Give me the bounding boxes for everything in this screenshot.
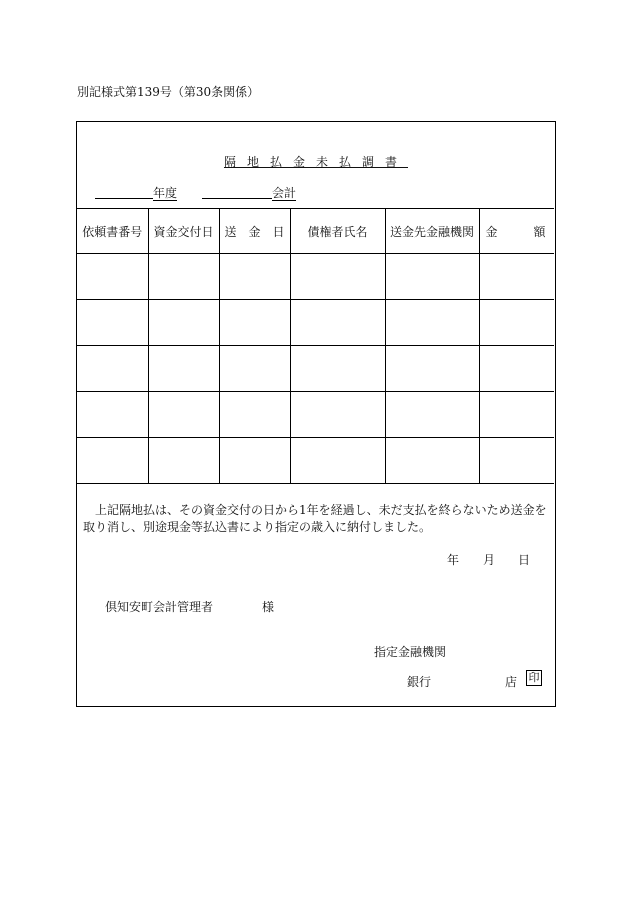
table-cell[interactable] [479,254,554,300]
table-cell[interactable] [148,346,219,392]
addressee [105,598,274,615]
account-label: 会計 [272,186,297,200]
table-row [77,392,554,438]
account-field[interactable] [202,184,296,201]
table-cell[interactable] [385,392,479,438]
table-cell[interactable] [479,300,554,346]
col-creditor-name: 債権者氏名 [290,209,385,254]
table-cell[interactable] [219,392,290,438]
account-blank[interactable] [202,186,272,199]
table-cell[interactable] [479,438,554,484]
branch-suffix: 店 [505,675,518,689]
table-cell[interactable] [148,254,219,300]
table-header-row [77,209,554,254]
unpaid-remittance-table [77,208,554,484]
date-day-label: 日 [518,553,531,567]
table-cell[interactable] [290,300,385,346]
col-funding-date: 資金交付日 [148,209,219,254]
table-cell[interactable] [290,254,385,300]
table-row [77,346,554,392]
form-title: 隔地払金未払調書 [223,155,408,169]
table-cell[interactable] [290,438,385,484]
col-amount: 金 額 [479,209,554,254]
notice-text: 上記隔地払は、その資金交付の日から1年を経過し、未だ支払を終らないため送金を取り消し、別途現金等払込書により指定の歳入に納付しました。 [83,503,547,534]
table-row [77,300,554,346]
col-destination-bank: 送金先金融機関 [385,209,479,254]
fiscal-year-label: 年度 [153,186,178,200]
table-cell[interactable] [219,438,290,484]
table-cell[interactable] [148,300,219,346]
table-cell[interactable] [148,392,219,438]
table-cell[interactable] [290,346,385,392]
addressee-honorific: 様 [262,600,275,614]
table-cell[interactable] [77,438,148,484]
fiscal-year-field[interactable] [95,184,177,201]
table-cell[interactable] [290,392,385,438]
table-row [77,438,554,484]
designated-bank-label: 指定金融機関 [374,645,447,659]
table-cell[interactable] [77,346,148,392]
date-year-label: 年 [447,553,460,567]
table-cell[interactable] [219,254,290,300]
form-frame [76,121,556,707]
col-remittance-date: 送 金 日 [219,209,290,254]
table-row [77,254,554,300]
table-cell[interactable] [385,346,479,392]
fiscal-year-blank[interactable] [95,186,153,199]
table-cell[interactable] [385,254,479,300]
date-month-label: 月 [483,553,496,567]
table-cell[interactable] [219,300,290,346]
table-cell[interactable] [479,346,554,392]
table-cell[interactable] [77,300,148,346]
table-cell[interactable] [219,346,290,392]
seal-stamp-mark: 印 [526,670,542,686]
table-cell[interactable] [77,392,148,438]
table-cell[interactable] [148,438,219,484]
addressee-name: 倶知安町会計管理者 [105,600,214,614]
col-request-number: 依頼書番号 [77,209,148,254]
bank-suffix: 銀行 [407,675,432,689]
table-cell[interactable] [77,254,148,300]
table-cell[interactable] [385,300,479,346]
table-cell[interactable] [385,438,479,484]
table-cell[interactable] [479,392,554,438]
form-reference: 別記様式第139号（第30条関係） [77,85,260,99]
